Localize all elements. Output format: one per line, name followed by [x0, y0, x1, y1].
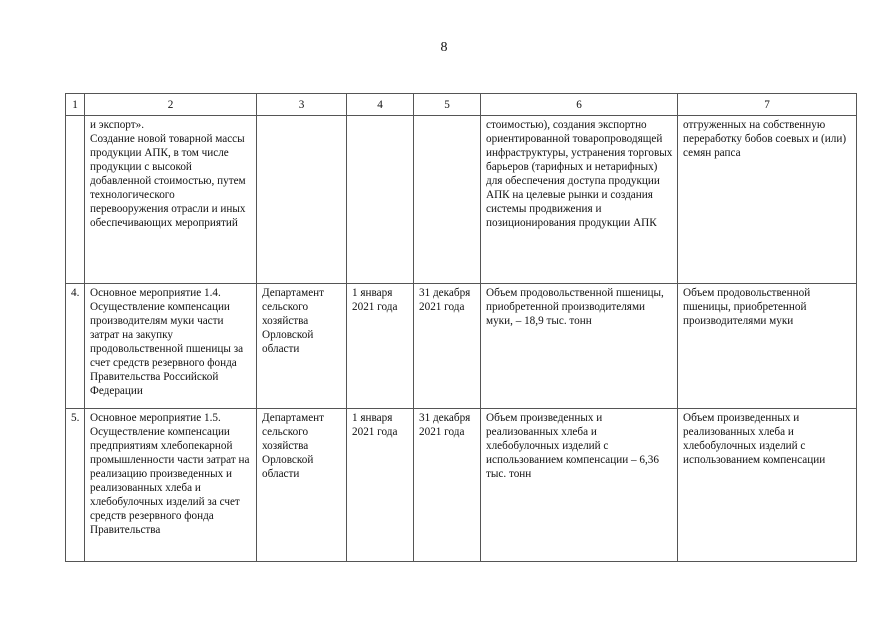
column-header: 7 — [678, 94, 857, 116]
indicator-cell: Объем произведенных и реализованных хлеба и хлебобулочных изделий с использованием компенсации — [678, 409, 857, 562]
start-date-cell — [347, 116, 414, 284]
result-cell: Объем произведенных и реализованных хлеба и хлебобулочных изделий с использованием компенсации – 6,36 тыс. тонн — [481, 409, 678, 562]
column-header: 5 — [414, 94, 481, 116]
executor-cell: Департамент сельского хозяйства Орловской области — [257, 284, 347, 409]
activity-cell: и экспорт». Создание новой товарной массы продукции АПК, в том числе продукции с высокой добавленной стоимостью, путем технологического перевооружения отрасли и иных обеспечивающих мероприятий — [85, 116, 257, 284]
measures-table — [65, 93, 857, 562]
column-header: 4 — [347, 94, 414, 116]
page-number: 8 — [440, 40, 448, 55]
table-header-row — [66, 94, 857, 116]
end-date-cell: 31 декабря 2021 года — [414, 409, 481, 562]
table-row — [66, 116, 857, 284]
table-row — [66, 409, 857, 562]
activity-cell: Основное мероприятие 1.4. Осуществление компенсации производителям муки части затрат на закупку продовольственной пшеницы за счет средств резервного фонда Правительства Российской Федерации — [85, 284, 257, 409]
indicator-cell: Объем продовольственной пшеницы, приобретенной производителями муки — [678, 284, 857, 409]
executor-cell — [257, 116, 347, 284]
table-row — [66, 284, 857, 409]
executor-cell: Департамент сельского хозяйства Орловской области — [257, 409, 347, 562]
end-date-cell — [414, 116, 481, 284]
column-header: 1 — [66, 94, 85, 116]
result-cell: Объем продовольственной пшеницы, приобретенной производителями муки, – 18,9 тыс. тонн — [481, 284, 678, 409]
row-number-cell: 5. — [66, 409, 85, 562]
indicator-cell: отгруженных на собственную переработку бобов соевых и (или) семян рапса — [678, 116, 857, 284]
column-header: 6 — [481, 94, 678, 116]
activity-cell: Основное мероприятие 1.5. Осуществление компенсации предприятиям хлебопекарной промышленности части затрат на реализацию произведенных и реализованных хлеба и хлебобулочных изделий за счет средств резервного фонда Правительства — [85, 409, 257, 562]
result-cell: стоимостью), создания экспортно ориентированной товаропроводящей инфраструктуры, устранения торговых барьеров (тарифных и нетарифных) для обеспечения доступа продукции АПК на целевые рынки и создания системы продвижения и позиционирования продукции АПК — [481, 116, 678, 284]
row-number-cell: 4. — [66, 284, 85, 409]
start-date-cell: 1 января 2021 года — [347, 409, 414, 562]
row-number-cell — [66, 116, 85, 284]
column-header: 3 — [257, 94, 347, 116]
end-date-cell: 31 декабря 2021 года — [414, 284, 481, 409]
start-date-cell: 1 января 2021 года — [347, 284, 414, 409]
column-header: 2 — [85, 94, 257, 116]
